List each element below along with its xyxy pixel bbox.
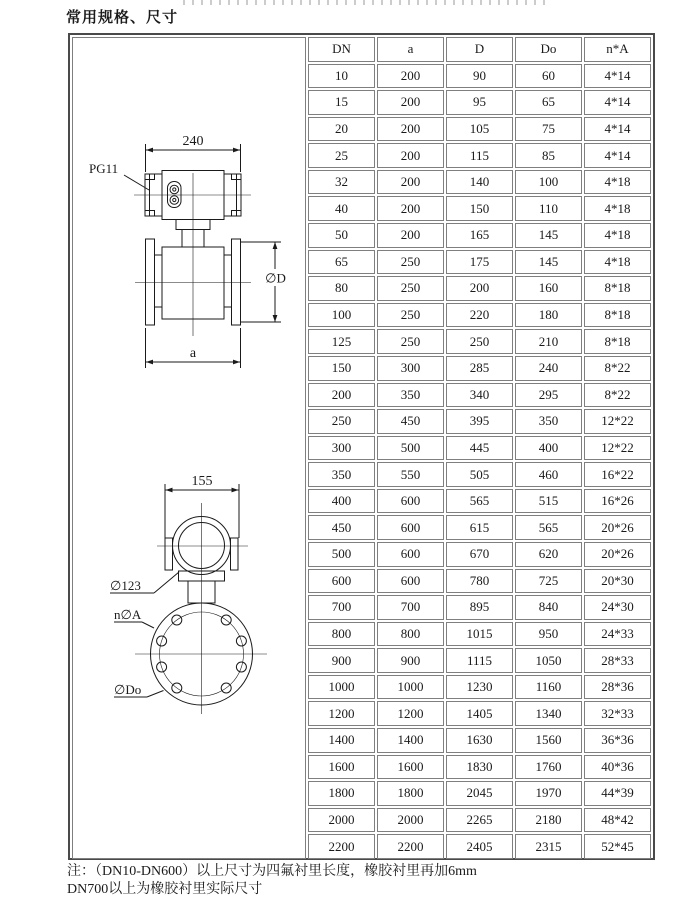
table-cell: 670 [446,542,513,567]
spec-table-body [72,37,651,859]
dim-155-lines [165,484,239,538]
col-header-do: Do [515,37,582,62]
table-cell: 24*30 [584,595,651,620]
table-cell: 8*22 [584,383,651,408]
col-header-na: n*A [584,37,651,62]
table-cell: 1800 [308,781,375,806]
table-cell: 460 [515,462,582,487]
gland-label: PG11 [89,161,119,176]
table-cell: 505 [446,462,513,487]
table-cell: 65 [515,90,582,115]
table-cell: 4*14 [584,64,651,89]
table-cell: 620 [515,542,582,567]
note-line-2: DN700以上为橡胶衬里实际尺寸 [67,882,263,897]
table-cell: 20 [308,117,375,142]
table-cell: 100 [515,170,582,195]
table-cell: 1600 [377,755,444,780]
bolt-holes-leader [114,622,154,628]
table-cell: 900 [377,648,444,673]
housing-dia-label: ∅123 [110,578,141,593]
table-cell: 1800 [377,781,444,806]
table-cell: 250 [377,276,444,301]
col-header-dn: DN [308,37,375,62]
diameter-d-label: ∅D [265,270,286,286]
table-cell: 48*42 [584,808,651,833]
table-cell: 1200 [377,701,444,726]
table-cell: 20*26 [584,542,651,567]
table-cell: 150 [308,356,375,381]
table-cell: 40 [308,196,375,221]
table-cell: 2405 [446,834,513,859]
col-header-d: D [446,37,513,62]
technical-drawings [73,38,305,854]
table-cell: 16*22 [584,462,651,487]
table-cell: 445 [446,436,513,461]
table-cell: 600 [308,569,375,594]
drawing-cell [72,37,306,859]
table-cell: 565 [446,489,513,514]
table-cell: 340 [446,383,513,408]
table-cell: 200 [446,276,513,301]
table-cell: 2315 [515,834,582,859]
table-cell: 1015 [446,622,513,647]
table-cell: 515 [515,489,582,514]
table-cell: 800 [308,622,375,647]
table-cell: 250 [377,250,444,275]
table-cell: 75 [515,117,582,142]
bolt-holes-label: n∅A [114,607,142,622]
table-cell: 1400 [377,728,444,753]
dim-240-label: 240 [182,134,204,149]
converter-housing [134,171,251,337]
table-cell: 250 [377,329,444,354]
dim-155-label: 155 [191,474,213,489]
flange-dia-label: ∅Do [114,682,142,697]
table-cell: 1160 [515,675,582,700]
table-cell: 1000 [377,675,444,700]
table-cell: 125 [308,329,375,354]
table-cell: 285 [446,356,513,381]
table-cell: 105 [446,117,513,142]
table-cell: 180 [515,303,582,328]
table-cell: 1230 [446,675,513,700]
table-cell: 25 [308,143,375,168]
table-cell: 16*26 [584,489,651,514]
table-cell: 200 [377,223,444,248]
table-cell: 1630 [446,728,513,753]
table-cell: 600 [377,569,444,594]
length-a-label: a [189,346,197,361]
table-cell: 200 [377,64,444,89]
table-cell: 4*14 [584,143,651,168]
table-cell: 1970 [515,781,582,806]
table-cell: 4*18 [584,250,651,275]
table-cell: 80 [308,276,375,301]
table-cell: 400 [515,436,582,461]
table-cell: 1405 [446,701,513,726]
table-cell: 395 [446,409,513,434]
table-cell: 44*39 [584,781,651,806]
table-cell: 95 [446,90,513,115]
table-cell: 60 [515,64,582,89]
table-cell: 15 [308,90,375,115]
table-cell: 700 [308,595,375,620]
table-cell: 565 [515,515,582,540]
table-cell: 700 [377,595,444,620]
table-cell: 900 [308,648,375,673]
table-cell: 500 [377,436,444,461]
table-cell: 145 [515,250,582,275]
table-cell: 200 [377,196,444,221]
table-cell: 40*36 [584,755,651,780]
table-cell: 300 [308,436,375,461]
table-cell: 1600 [308,755,375,780]
table-cell: 4*18 [584,170,651,195]
table-cell: 2200 [377,834,444,859]
table-cell: 165 [446,223,513,248]
end-view-drawing [110,474,267,714]
table-cell: 2000 [308,808,375,833]
table-cell: 200 [377,143,444,168]
table-cell: 780 [446,569,513,594]
table-cell: 36*36 [584,728,651,753]
table-cell: 250 [308,409,375,434]
spec-table-container [68,33,655,860]
table-cell: 4*18 [584,196,651,221]
table-header-row [72,37,651,62]
clipped-text-remnant [183,0,545,5]
table-cell: 140 [446,170,513,195]
table-cell: 2000 [377,808,444,833]
table-cell: 1050 [515,648,582,673]
table-cell: 240 [515,356,582,381]
table-cell: 12*22 [584,409,651,434]
table-cell: 100 [308,303,375,328]
table-cell: 50 [308,223,375,248]
table-cell: 1000 [308,675,375,700]
table-cell: 52*45 [584,834,651,859]
table-cell: 115 [446,143,513,168]
table-cell: 8*18 [584,329,651,354]
table-cell: 600 [377,515,444,540]
table-cell: 1340 [515,701,582,726]
table-cell: 8*18 [584,303,651,328]
table-cell: 600 [377,489,444,514]
table-cell: 110 [515,196,582,221]
table-cell: 220 [446,303,513,328]
table-cell: 32*33 [584,701,651,726]
table-cell: 10 [308,64,375,89]
table-cell: 65 [308,250,375,275]
table-cell: 295 [515,383,582,408]
table-cell: 90 [446,64,513,89]
table-cell: 200 [308,383,375,408]
side-view-drawing [89,134,288,368]
section-title: 常用规格、尺寸 [66,10,179,26]
table-cell: 175 [446,250,513,275]
table-cell: 1200 [308,701,375,726]
table-cell: 500 [308,542,375,567]
table-cell: 1560 [515,728,582,753]
table-cell: 300 [377,356,444,381]
table-cell: 4*14 [584,90,651,115]
table-cell: 2265 [446,808,513,833]
table-cell: 350 [377,383,444,408]
table-cell: 350 [308,462,375,487]
table-cell: 200 [377,170,444,195]
flange-end-view [135,603,267,705]
table-cell: 1760 [515,755,582,780]
table-cell: 250 [446,329,513,354]
table-cell: 200 [377,90,444,115]
table-cell: 160 [515,276,582,301]
table-cell: 840 [515,595,582,620]
table-cell: 350 [515,409,582,434]
table-cell: 250 [377,303,444,328]
table-cell: 4*18 [584,223,651,248]
table-cell: 8*22 [584,356,651,381]
table-cell: 150 [446,196,513,221]
note-line-1: 注：（DN10-DN600）以上尺寸为四氟衬里长度，橡胶衬里再加6mm [67,864,477,879]
table-cell: 4*14 [584,117,651,142]
table-cell: 1830 [446,755,513,780]
table-cell: 12*22 [584,436,651,461]
table-cell: 28*33 [584,648,651,673]
table-cell: 2180 [515,808,582,833]
table-cell: 20*30 [584,569,651,594]
table-cell: 550 [377,462,444,487]
table-cell: 1115 [446,648,513,673]
table-cell: 8*18 [584,276,651,301]
col-header-a: a [377,37,444,62]
table-cell: 210 [515,329,582,354]
spec-table [70,35,653,861]
table-cell: 725 [515,569,582,594]
table-cell: 450 [377,409,444,434]
table-cell: 895 [446,595,513,620]
table-cell: 950 [515,622,582,647]
table-cell: 450 [308,515,375,540]
table-cell: 1400 [308,728,375,753]
table-cell: 24*33 [584,622,651,647]
table-cell: 200 [377,117,444,142]
table-cell: 800 [377,622,444,647]
table-cell: 400 [308,489,375,514]
table-cell: 615 [446,515,513,540]
table-cell: 2045 [446,781,513,806]
table-cell: 145 [515,223,582,248]
table-cell: 28*36 [584,675,651,700]
table-cell: 32 [308,170,375,195]
table-cell: 20*26 [584,515,651,540]
table-cell: 85 [515,143,582,168]
table-cell: 2200 [308,834,375,859]
table-cell: 600 [377,542,444,567]
